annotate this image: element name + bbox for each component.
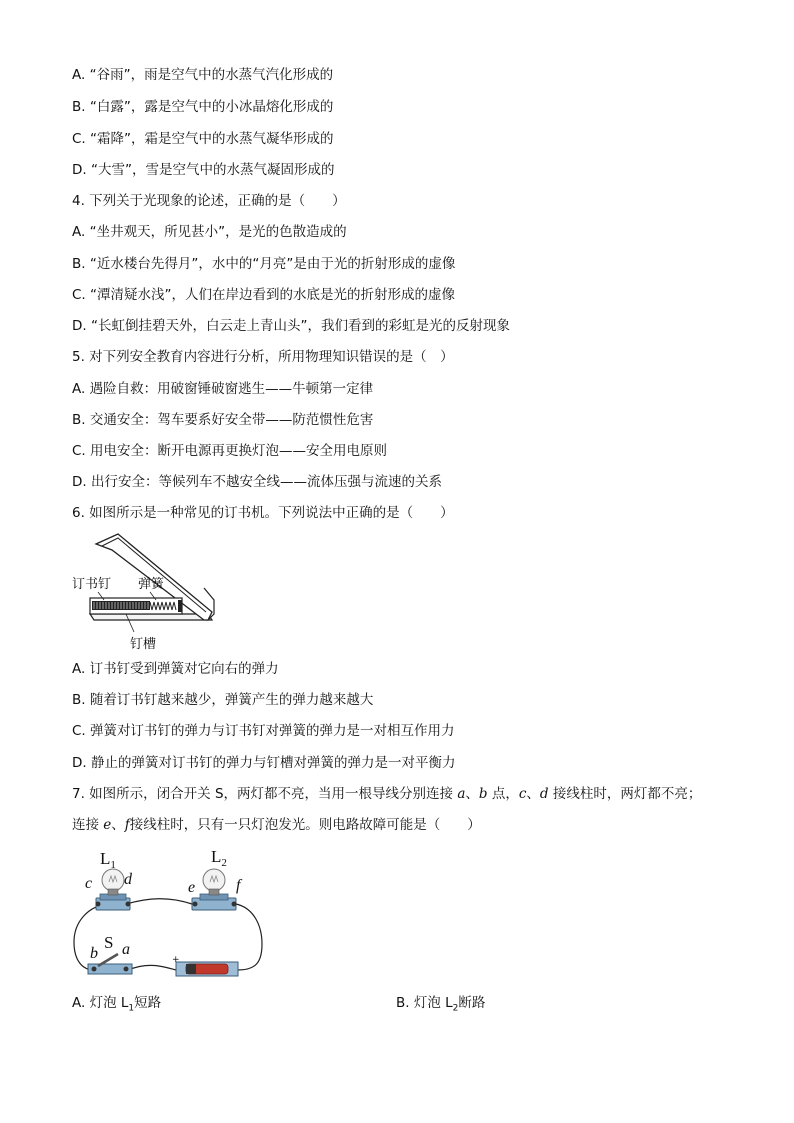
q7-option-a-text-tail: 短路 — [134, 995, 162, 1011]
q5-option-b: B. 交通安全：驾车要系好安全带——防范惯性危害 — [72, 412, 374, 428]
label-S: S — [104, 933, 114, 952]
q4-option-c: C. “潭清疑水浅”，人们在岸边看到的水底是光的折射形成的虚像 — [72, 287, 455, 303]
q6-option-d: D. 静止的弹簧对订书钉的弹力与钉槽对弹簧的弹力是一对平衡力 — [72, 755, 456, 771]
q6-option-c: C. 弹簧对订书钉的弹力与订书钉对弹簧的弹力是一对相互作用力 — [72, 723, 455, 739]
label-d: d — [124, 871, 132, 888]
wire-bottom — [128, 965, 176, 970]
q6-option-a: A. 订书钉受到弹簧对它向右的弹力 — [72, 661, 279, 677]
q7-option-b — [396, 994, 485, 1018]
q4-option-d: D. “长虹倒挂碧天外，白云走上青山头”，我们看到的彩虹是光的反射现象 — [72, 318, 510, 334]
q5-option-c: C. 用电安全：断开电源再更换灯泡——安全用电原则 — [72, 443, 388, 459]
q7-option-a-text: A. 灯泡 L — [72, 995, 129, 1011]
q7-option-a-sub: 1 — [128, 1003, 135, 1014]
q6-stem: 6. 如图所示是一种常见的订书机。下列说法中正确的是（ ） — [72, 505, 454, 521]
q7-stem-text: 点， — [487, 786, 519, 802]
terminal-e-text: e — [103, 817, 112, 833]
label-plus: + — [172, 955, 180, 965]
q7-stem-text: 连接 — [72, 817, 104, 833]
label-staples: 订书钉 — [72, 577, 112, 592]
label-L2-sub: 2 — [221, 857, 227, 869]
q5-stem: 5. 对下列安全教育内容进行分析，所用物理知识错误的是（ ） — [72, 349, 454, 365]
q6-option-b: B. 随着订书钉越来越少，弹簧产生的弹力越来越大 — [72, 692, 374, 708]
label-c: c — [85, 875, 93, 892]
q7-sep: 、 — [526, 786, 540, 802]
q3-option-d: D. “大雪”，雪是空气中的水蒸气凝固形成的 — [72, 162, 335, 178]
lamp2-bulb — [203, 869, 225, 891]
stapler-figure — [72, 528, 232, 654]
q5-option-a: A. 遇险自救：用破窗锤破窗逃生——牛顿第一定律 — [72, 381, 374, 397]
stapler-base — [90, 614, 212, 620]
q3-option-b: B. “白露”，露是空气中的小冰晶熔化形成的 — [72, 99, 334, 115]
q7-option-b-text: B. 灯泡 L — [396, 995, 453, 1011]
wire-top — [126, 899, 192, 904]
terminal-f-text: f — [124, 817, 130, 833]
terminal-c-text: c — [518, 786, 527, 802]
label-L2-letter: L — [211, 847, 222, 866]
q7-stem-line1 — [72, 785, 701, 803]
q7-sep: 、 — [465, 786, 479, 802]
wire-right — [236, 904, 262, 970]
label-b: b — [90, 945, 98, 962]
point-a-text: a — [457, 786, 466, 802]
circuit-figure — [68, 842, 268, 982]
point-b-text: b — [478, 786, 488, 802]
label-spring: 弹簧 — [138, 577, 165, 592]
label-L1-sub: 1 — [110, 859, 116, 871]
q7-sep: 、 — [111, 817, 125, 833]
label-L2 — [211, 847, 227, 869]
q7-stem-text: 接线柱时，只有一只灯泡发光。则电路故障可能是（ ） — [129, 817, 481, 833]
q7-option-a — [72, 994, 161, 1018]
q3-option-c: C. “霜降”，霜是空气中的水蒸气凝华形成的 — [72, 131, 334, 147]
label-L1-letter: L — [100, 849, 111, 868]
label-groove: 钉槽 — [130, 637, 157, 652]
q4-option-b: B. “近水楼台先得月”，水中的“月亮”是由于光的折射形成的虚像 — [72, 256, 456, 272]
q4-stem: 4. 下列关于光现象的论述，正确的是（ ） — [72, 193, 346, 209]
label-L1 — [100, 849, 116, 871]
label-a: a — [122, 941, 130, 958]
label-e: e — [188, 879, 196, 896]
q5-option-d: D. 出行安全：等候列车不越安全线——流体压强与流速的关系 — [72, 474, 442, 490]
q7-stem-text: 接线柱时，两灯都不亮； — [548, 786, 702, 802]
lamp1-bulb — [102, 869, 124, 891]
q3-option-a: A. “谷雨”，雨是空气中的水蒸气汽化形成的 — [72, 67, 334, 83]
q7-stem-line2 — [72, 816, 481, 834]
q7-stem-text: 7. 如图所示，闭合开关 S，两灯都不亮，当用一根导线分别连接 — [72, 786, 458, 802]
q4-option-a: A. “坐井观天，所见甚小”，是光的色散造成的 — [72, 224, 347, 240]
label-f: f — [236, 877, 241, 894]
q7-option-b-text-tail: 断路 — [458, 995, 486, 1011]
q7-option-b-sub: 2 — [452, 1003, 459, 1014]
terminal-d-text: d — [539, 786, 549, 802]
